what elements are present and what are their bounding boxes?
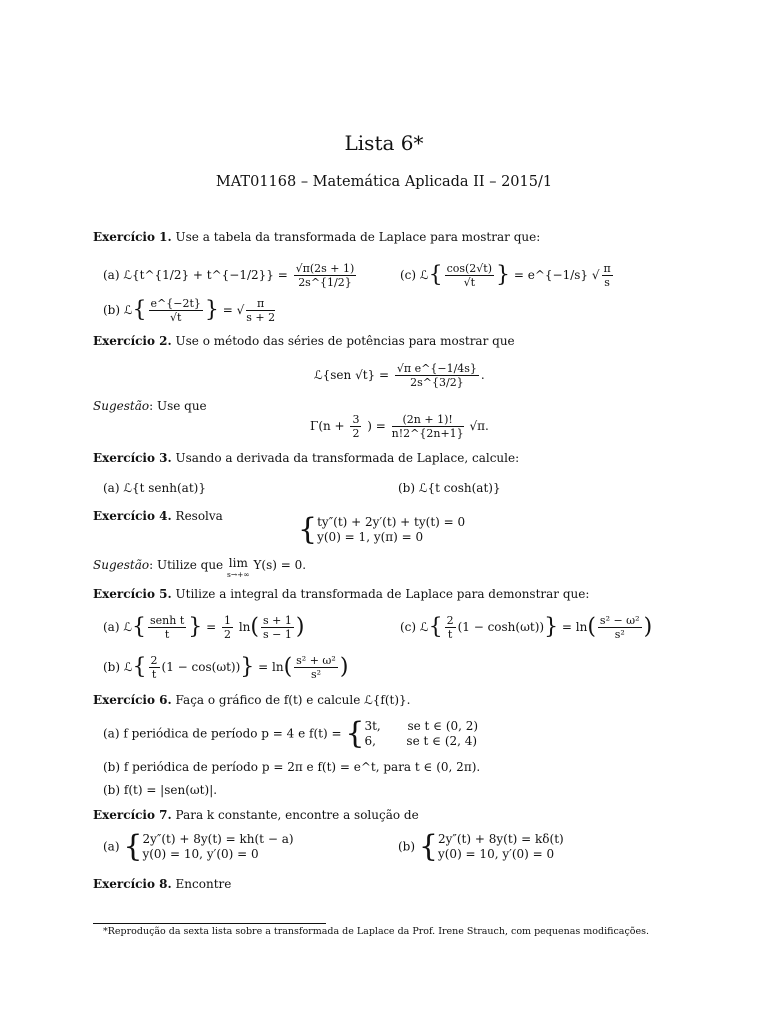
denominator: 2s^{3/2}: [410, 376, 464, 389]
exercise-3-statement: [93, 450, 519, 466]
exercise-4-system: { ty″(t) + 2y′(t) + ty(t) = 0 y(0) = 1, y(π) = 0: [298, 512, 466, 547]
exercise-5b: (b) ℒ{ $\frac{2}{t}$ (1 − cos(ωt))} = ln( $\frac{\text{s² + ω²}}{\text{s²}}$ ): [103, 654, 349, 681]
fraction: [148, 614, 186, 641]
numerator: 2: [446, 614, 454, 627]
formula-mid: =: [206, 620, 217, 634]
piecewise-case: 3t, se t ∈ (0, 2): [364, 719, 479, 733]
page-title: Lista 6*: [344, 131, 424, 155]
fraction: [602, 262, 613, 289]
hint-label: Sugestão: [93, 399, 150, 413]
piecewise-cases: [364, 719, 478, 749]
denominator: s²: [310, 668, 322, 681]
denominator: 2s^{1/2}: [298, 276, 352, 289]
exercise-1-text: Use a tabela da transformada de Laplace para mostrar que:: [175, 230, 541, 244]
fraction: [222, 614, 233, 641]
exercise-3-heading: Exercício 3.: [93, 451, 172, 465]
item-label: (a): [103, 839, 120, 854]
formula-ln: ln: [238, 620, 251, 634]
formula-body: (1 − cosh(ωt)): [457, 620, 545, 634]
fraction: [294, 262, 357, 289]
exercise-5-heading: Exercício 5.: [93, 587, 172, 601]
formula-rhs: = √: [222, 303, 245, 317]
item-label: (b): [398, 481, 416, 495]
fraction: [149, 654, 160, 681]
formula-lhs: ℒ{t^{1/2} + t^{−1/2}} =: [123, 268, 288, 282]
denominator: √t: [463, 276, 476, 289]
equation: y(0) = 1, y(π) = 0: [317, 530, 424, 544]
fraction: [392, 413, 464, 440]
exercise-4-text: Resolva: [175, 509, 223, 523]
fraction: [294, 654, 338, 681]
item-label: (b): [103, 783, 121, 797]
exercise-5-text: Utilize a integral da transformada de Laplace para demonstrar que:: [175, 587, 590, 601]
exercise-8-statement: [93, 876, 231, 892]
numerator: cos(2√t): [446, 262, 493, 275]
exercise-6-statement: [93, 692, 411, 708]
gamma-formula: [310, 413, 489, 440]
fraction: [261, 614, 294, 641]
exercise-3-text: Usando a derivada da transformada de Laplace, calcule:: [175, 451, 520, 465]
denominator: √t: [169, 311, 182, 324]
denominator: s + 2: [246, 311, 276, 324]
exercise-2-formula: [314, 362, 485, 389]
exercise-3a: [103, 480, 206, 496]
formula-ln: = ln: [561, 620, 588, 634]
item-label: (a): [103, 620, 120, 634]
exercise-5c: (c) ℒ{ $\frac{2}{t}$ (1 − cosh(ωt))} = ln( $\frac{\text{s² − ω²}}{\text{s²}}$ ): [400, 614, 653, 641]
formula-lhs: ℒ: [123, 660, 133, 674]
item-text: f periódica de período p = 2π e f(t) = e^t, para t ∈ (0, 2π).: [123, 760, 481, 774]
numerator: π: [603, 262, 611, 275]
numerator: 1: [223, 614, 231, 627]
fraction: [395, 362, 479, 389]
denominator: 2: [352, 427, 360, 440]
footnote-rule: [93, 923, 326, 924]
numerator: (2n + 1)!: [392, 413, 464, 427]
denominator: s − 1: [262, 628, 292, 641]
hint-text: : Use que: [149, 399, 207, 413]
footnote: *Reprodução da sexta lista sobre a transformada de Laplace da Prof. Irene Strauch, com pequenas modificações.: [103, 926, 650, 937]
numerator: 3: [352, 413, 360, 426]
formula-ln: = ln: [258, 660, 284, 674]
fraction: [598, 614, 642, 641]
item-label: (b): [103, 660, 121, 674]
fraction: [445, 262, 494, 289]
exercise-4-heading: Exercício 4.: [93, 509, 172, 523]
numerator: √π e^{−1/4s}: [396, 362, 477, 375]
equation-system: [438, 832, 564, 862]
formula-lhs: ℒ: [123, 620, 133, 634]
limit-subscript: s→+∞: [226, 570, 250, 579]
equation: 2y″(t) + 8y(t) = kh(t − a): [142, 832, 294, 846]
formula-tail: .: [480, 368, 485, 382]
formula-lhs: ℒ: [419, 620, 429, 634]
formula: ℒ{t cosh(at)}: [418, 481, 501, 495]
exercise-1-heading: Exercício 1.: [93, 230, 172, 244]
equation: ty″(t) + 2y′(t) + ty(t) = 0: [317, 515, 466, 529]
exercise-7-statement: [93, 807, 419, 823]
exercise-8-text: Encontre: [175, 877, 232, 891]
formula-tail: Y(s) = 0.: [253, 558, 307, 572]
equation-system: [142, 832, 293, 862]
exercise-5a: (a) ℒ{ $\frac{\text{senh t}}{t}$ } = $\frac{1}{2}$ ln( $\frac{s + 1}{s - 1}$ ): [103, 614, 305, 641]
item-label: (a): [103, 726, 120, 741]
denominator: n!2^{2n+1}: [391, 427, 464, 440]
limit-operator: lim: [228, 556, 248, 570]
numerator: s² + ω²: [296, 654, 336, 667]
formula-body: (1 − cos(ωt)): [161, 660, 241, 674]
equation: y(0) = 10, y′(0) = 0: [437, 847, 555, 861]
fraction: [149, 297, 203, 324]
exercise-4-statement: [93, 508, 223, 524]
exercise-5-statement: [93, 586, 589, 602]
equation-system: [317, 515, 465, 545]
denominator: s²: [614, 628, 625, 641]
exercise-4-hint: [93, 557, 306, 581]
formula-lhs: ℒ: [123, 303, 133, 317]
formula-tail: √π.: [469, 419, 489, 433]
hint-label: Sugestão: [93, 558, 150, 572]
exercise-6b: [103, 759, 480, 775]
piecewise-case: 6, se t ∈ (2, 4): [364, 734, 478, 748]
item-label: (b): [398, 839, 416, 854]
item-label: (a): [103, 481, 120, 495]
numerator: senh t: [150, 614, 185, 627]
numerator: e^{−2t}: [150, 297, 201, 310]
exercise-1b: (b) ℒ{ $\frac{e\^{}\{-2t\}}{√t}$ } = √ $\frac{\pi}{s + 2}$: [103, 297, 276, 324]
item-text: f(t) = |sen(ωt)|.: [123, 783, 218, 797]
numerator: s² − ω²: [599, 614, 640, 627]
exercise-2-heading: Exercício 2.: [93, 334, 172, 348]
item-text: f periódica de período p = 4 e f(t) =: [123, 726, 342, 741]
exercise-8-heading: Exercício 8.: [93, 877, 172, 891]
equation: y(0) = 10, y′(0) = 0: [142, 847, 259, 861]
formula-rhs: = e^{−1/s} √: [513, 268, 600, 282]
exercise-7-heading: Exercício 7.: [93, 808, 172, 822]
fraction: [350, 413, 361, 440]
item-label: (c): [400, 268, 417, 282]
exercise-7-text: Para k constante, encontre a solução de: [175, 808, 419, 822]
exercise-6-text: Faça o gráfico de f(t) e calcule ℒ{f(t)}.: [175, 693, 411, 707]
item-label: (c): [400, 620, 417, 634]
fraction: [445, 614, 456, 641]
fraction: [246, 297, 275, 324]
formula: ℒ{t senh(at)}: [123, 481, 206, 495]
denominator: t: [447, 628, 453, 641]
formula-lhs: ℒ: [419, 268, 429, 282]
exercise-1c: (c) ℒ{ $\frac{\cos(2√t)}{√t}$ } = e^{−1/s} √ $\frac{\pi}{s}$: [400, 262, 611, 289]
exercise-6c: [103, 782, 217, 798]
denominator: t: [164, 628, 170, 641]
numerator: √π(2s + 1): [295, 262, 355, 275]
exercise-2-text: Use o método das séries de potências para mostrar que: [175, 334, 515, 348]
item-label: (b): [103, 303, 121, 317]
formula-lhs: Γ(n +: [310, 419, 345, 433]
exercise-7b: (b) { 2y″(t) + 8y(t) = kδ(t) y(0) = 10, y′(0) = 0: [398, 829, 564, 864]
formula-lhs: ℒ{sen √t} =: [314, 368, 390, 382]
denominator: 2: [223, 628, 231, 641]
denominator: t: [151, 668, 157, 681]
equation: 2y″(t) + 8y(t) = kδ(t): [437, 832, 564, 846]
numerator: 2: [150, 654, 158, 667]
hint-text: : Utilize que: [149, 558, 224, 572]
exercise-1a: [103, 262, 358, 289]
numerator: s + 1: [262, 614, 292, 627]
page-subtitle: MAT01168 – Matemática Aplicada II – 2015/1: [215, 174, 553, 190]
formula-mid: ) =: [367, 419, 386, 433]
limit: [227, 557, 250, 581]
exercise-3b: [398, 480, 501, 496]
item-label: (b): [103, 760, 121, 774]
exercise-7a: (a) { 2y″(t) + 8y(t) = kh(t − a) y(0) = 10, y′(0) = 0: [103, 829, 294, 864]
denominator: s: [604, 276, 610, 289]
exercise-6-heading: Exercício 6.: [93, 693, 172, 707]
numerator: π: [246, 297, 275, 311]
exercise-1-statement: [93, 229, 540, 245]
exercise-2-statement: [93, 333, 515, 349]
exercise-6a: (a) f periódica de período p = 4 e f(t) = { 3t, se t ∈ (0, 2) 6, se t ∈ (2, 4): [103, 716, 479, 751]
item-label: (a): [103, 268, 120, 282]
exercise-2-hint: [93, 398, 207, 414]
